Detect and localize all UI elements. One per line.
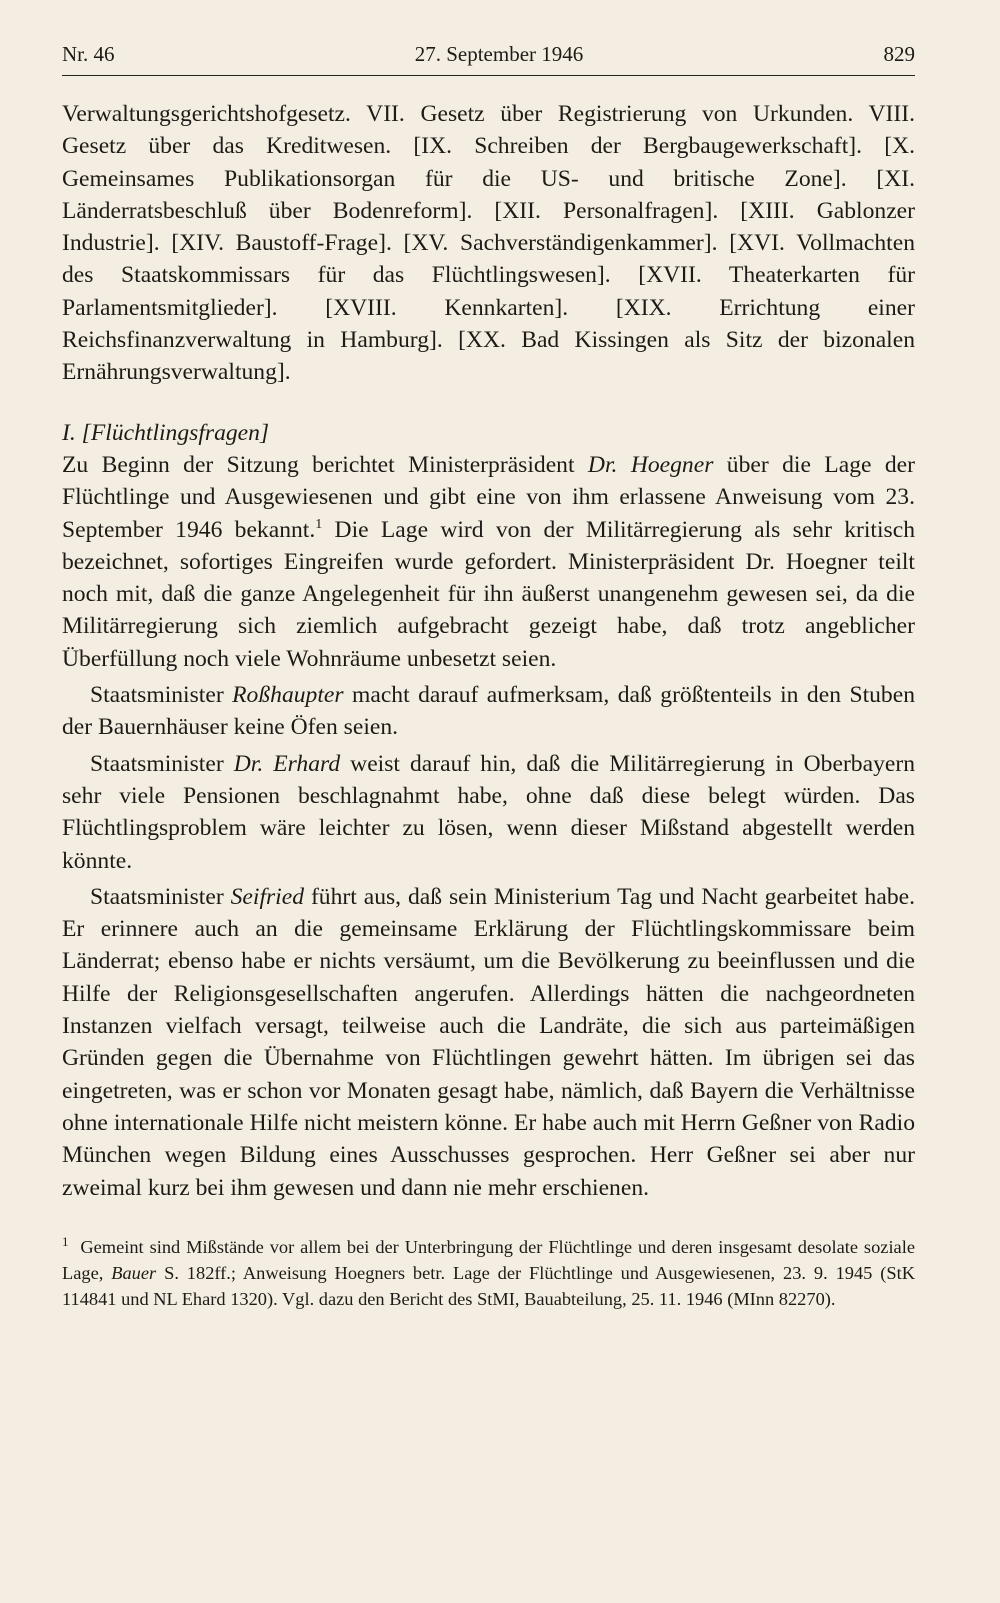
p3-text-b: weist darauf hin, daß die Militärregierung in Oberbayern sehr viele Pensionen beschlagnahmt habe, ohne daß diese belegt würden. Das Flüchtlingsproblem wäre leichter zu lösen, wenn dieser Mißstand abgestellt werden könnte. [62, 750, 915, 874]
document-page [62, 42, 915, 1313]
footnote-reference[interactable]: 1 [315, 516, 323, 532]
running-header [62, 42, 915, 76]
citation-author: Bauer [111, 1263, 157, 1284]
paragraph-rosshaupter [62, 679, 915, 744]
paragraph-hoegner [62, 449, 915, 675]
paragraph-seifried [62, 881, 915, 1204]
section-title: [Flüchtlingsfragen] [81, 419, 270, 446]
p3-text-a: Staatsminister [90, 750, 234, 777]
footnote [62, 1234, 915, 1313]
issue-number: Nr. 46 [62, 42, 115, 66]
header-date: 27. September 1946 [414, 42, 584, 66]
paragraph-erhard [62, 748, 915, 877]
p4-text-a: Staatsminister [90, 883, 231, 910]
p2-text-b: macht darauf aufmerksam, daß größtenteils in den Stuben der Bauernhäuser keine Öfen seien. [62, 682, 915, 741]
agenda-continuation: Verwaltungsgerichtshofgesetz. VII. Gesetz über Registrierung von Urkunden. VIII. Gesetz über das Kreditwesen. [IX. Schreiben der Bergbaugewerkschaft]. [X. Gemeinsames Publikationsorgan für die US- und britische Zone]. [XI. Länderratsbeschluß über Bodenreform]. [XII. Personalfragen]. [XIII. Gablonzer Industrie]. [XIV. Baustoff-Frage]. [XV. Sachverständigenkammer]. [XVI. Vollmachten des Staatskommissars für das Flüchtlingswesen]. [XVII. Theaterkarten für Parlamentsmitglieder]. [XVIII. Kennkarten]. [XIX. Errichtung einer Reichsfinanzverwaltung in Hamburg]. [XX. Bad Kissingen als Sitz der bizonalen Ernährungsverwaltung]. [62, 101, 915, 386]
speaker-name: Seifried [230, 883, 305, 910]
footnote-mark: 1 [62, 1233, 69, 1249]
speaker-name: Roßhaupter [232, 682, 344, 709]
footnotes [62, 1234, 915, 1313]
section-heading [62, 417, 915, 449]
p4-text-b: führt aus, daß sein Ministerium Tag und Nacht gearbeitet habe. Er erinnere auch an die gemeinsame Erklärung der Flüchtlingskommissare beim Länderrat; ebenso habe er nichts versäumt, um die Bevölkerung zu beeinflussen und die Hilfe der Religionsgesellschaften angerufen. Allerdings hätten die nachgeordneten Instanzen vielfach versagt, teilweise auch die Landräte, die sich aus parteimäßigen Gründen gegen die Übernahme von Flüchtlingen gewehrt hätten. Im übrigen sei das eingetreten, was er schon vor Monaten gesagt habe, nämlich, daß Bayern die Verhältnisse ohne internationale Hilfe nicht meistern könne. Er habe auch mit Herrn Geßner von Radio München wegen Bildung eines Ausschusses gesprochen. Herr Geßner sei aber nur zweimal kurz bei ihm gewesen und dann nie mehr erschienen. [62, 883, 915, 1201]
footnote-text-a: Gemeint sind Mißstände vor allem bei der Unterbringung der Flüchtlinge und deren insgesamt desolate soziale Lage, [62, 1236, 915, 1284]
p1-text-b: über die Lage der Flüchtlinge und Ausgewiesenen und gibt eine von ihm erlassene Anweisung vom 23. September 1946 bekannt. [62, 451, 915, 543]
section-number: I. [62, 419, 76, 446]
p1-text-a: Zu Beginn der Sitzung berichtet Ministerpräsident [62, 451, 588, 478]
p1-text-c: Die Lage wird von der Militärregierung als sehr kritisch bezeichnet, sofortiges Eingreifen wurde gefordert. Ministerpräsident Dr. Hoegner teilt noch mit, daß die ganze Angelegenheit für ihn äußerst unangenehm gewesen sei, da die Militärregierung sich ziemlich aufgebracht gezeigt habe, daß trotz angeblicher Überfüllung noch viele Wohnräume unbesetzt seien. [62, 516, 915, 672]
footnote-text-b: S. 182ff.; Anweisung Hoegners betr. Lage der Flüchtlinge und Ausgewiesenen, 23. 9. 1945 (StK 114841 und NL Ehard 1320). Vgl. dazu den Bericht des StMI, Bauabteilung, 25. 11. 1946 (MInn 82270). [62, 1263, 915, 1310]
speaker-name: Dr. Hoegner [587, 451, 714, 478]
p2-text-a: Staatsminister [90, 682, 233, 709]
body-text [62, 98, 915, 1204]
page-number: 829 [883, 42, 915, 66]
speaker-name: Dr. Erhard [233, 750, 341, 777]
